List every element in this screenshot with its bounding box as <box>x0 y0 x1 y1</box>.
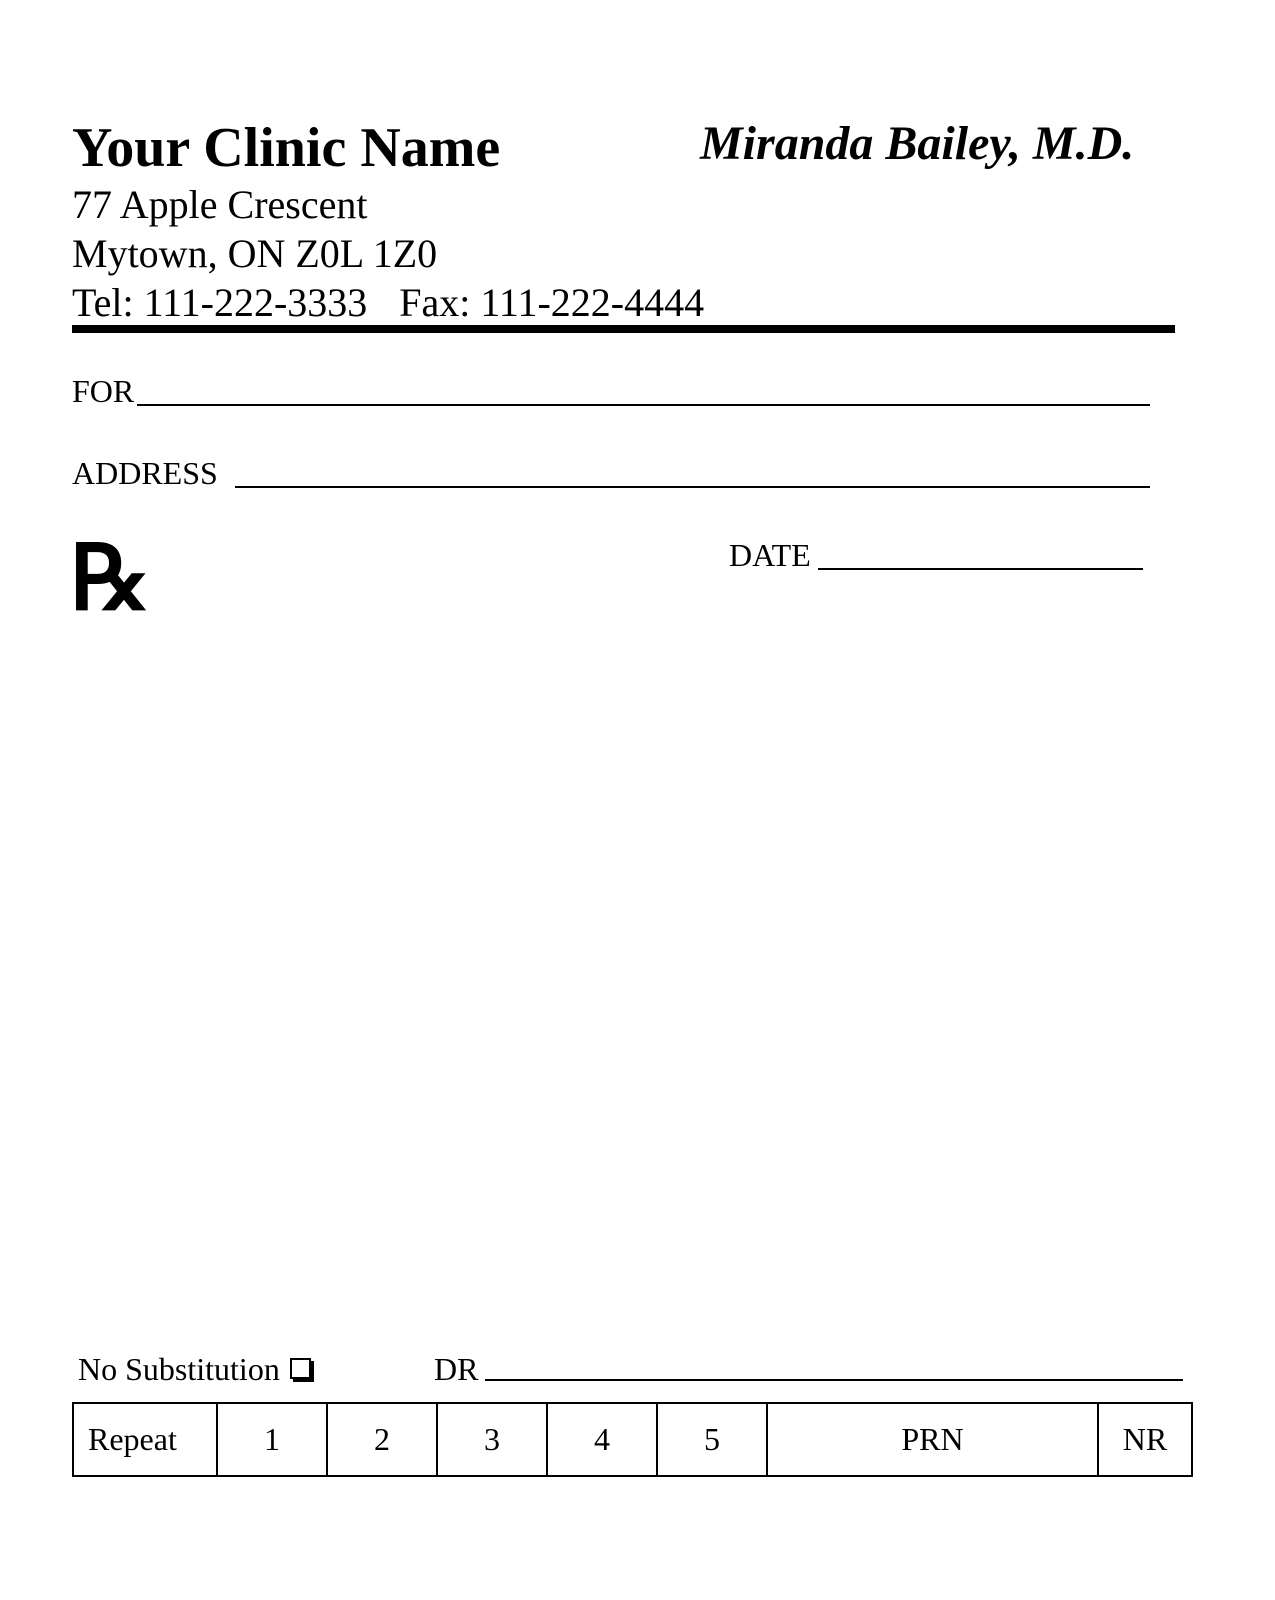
for-label: FOR <box>72 373 135 409</box>
repeat-cell-prn[interactable]: PRN <box>767 1403 1098 1476</box>
dr-label: DR <box>434 1351 479 1387</box>
header-divider <box>72 325 1175 333</box>
clinic-address-line2: Mytown, ON Z0L 1Z0 <box>72 231 438 276</box>
clinic-telephone: Tel: 111-222-3333 <box>72 280 368 325</box>
repeat-cell-label: Repeat <box>73 1403 217 1476</box>
dr-signature-line[interactable] <box>485 1379 1183 1381</box>
clinic-address-line1: 77 Apple Crescent <box>72 182 368 227</box>
for-field-line[interactable] <box>137 404 1150 406</box>
no-substitution-label: No Substitution <box>78 1351 280 1387</box>
no-substitution <box>78 1352 311 1387</box>
rx-icon: ℞ <box>70 530 151 629</box>
repeat-cell-5[interactable]: 5 <box>657 1403 767 1476</box>
repeat-cell-2[interactable]: 2 <box>327 1403 437 1476</box>
repeat-row <box>73 1403 1192 1476</box>
clinic-name: Your Clinic Name <box>72 117 501 179</box>
repeat-table <box>72 1402 1193 1477</box>
date-label: DATE <box>729 537 811 573</box>
date-field-line[interactable] <box>818 568 1143 570</box>
repeat-cell-3[interactable]: 3 <box>437 1403 547 1476</box>
doctor-name: Miranda Bailey, M.D. <box>700 117 1135 170</box>
address-label: ADDRESS <box>72 455 218 491</box>
repeat-cell-nr[interactable]: NR <box>1098 1403 1192 1476</box>
address-field-line[interactable] <box>235 486 1150 488</box>
no-substitution-checkbox[interactable] <box>290 1358 311 1379</box>
repeat-cell-1[interactable]: 1 <box>217 1403 327 1476</box>
repeat-cell-4[interactable]: 4 <box>547 1403 657 1476</box>
clinic-fax: Fax: 111-222-4444 <box>399 280 705 325</box>
clinic-contact-line <box>72 280 704 326</box>
